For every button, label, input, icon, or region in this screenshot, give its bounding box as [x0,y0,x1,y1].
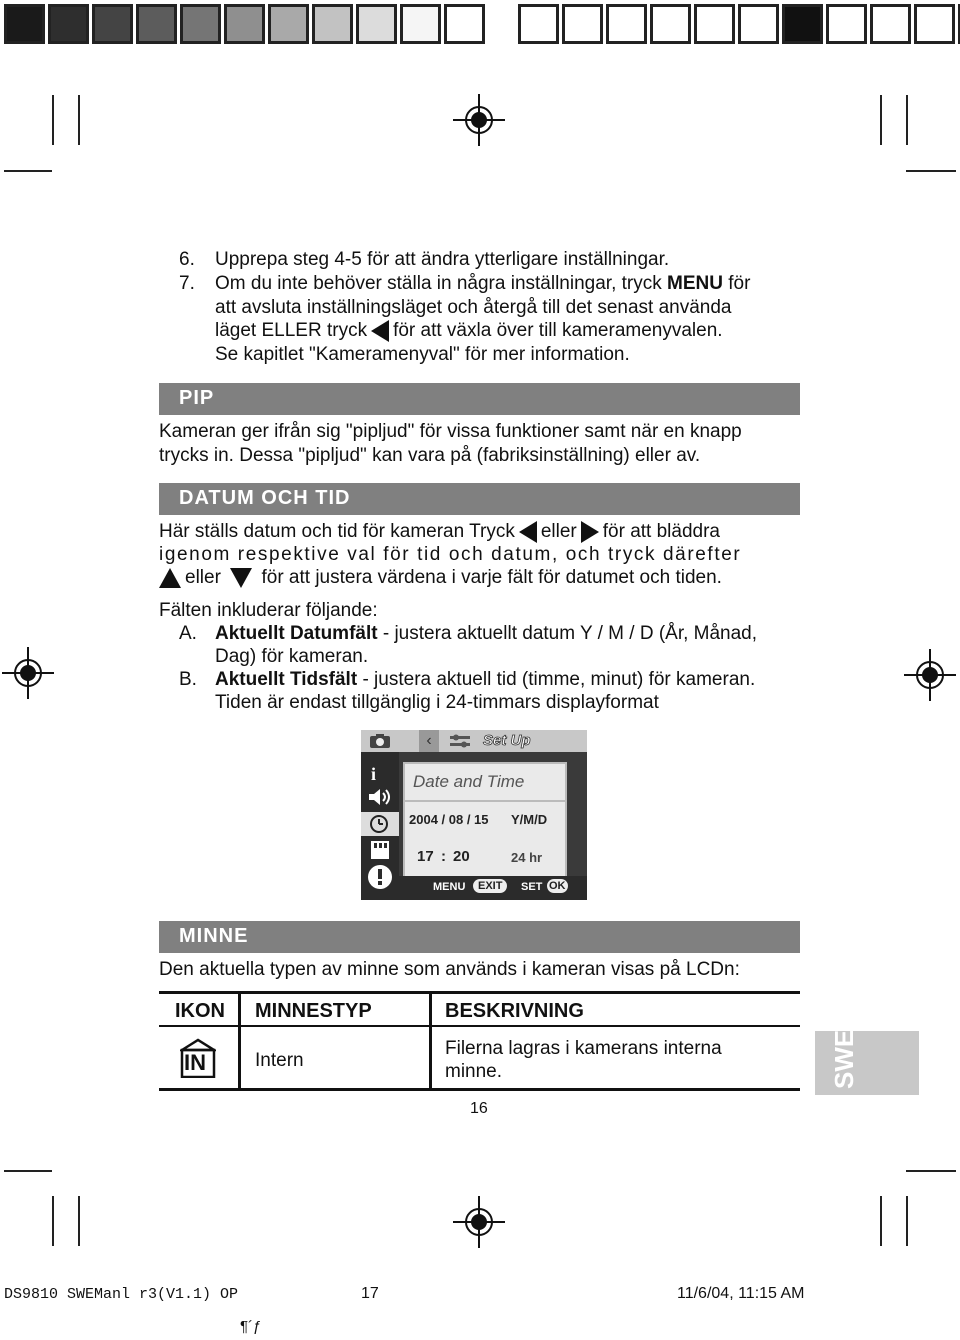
section-heading-bar [159,383,800,415]
table-header: MINNESTYP [255,1000,372,1022]
registration-mark-icon [904,649,956,701]
table-header: IKON [175,1000,225,1022]
date-format: Y/M/D [511,812,548,827]
memory-type-cell: Intern [255,1050,304,1071]
chevron-left-icon: ‹ [419,730,439,752]
registration-mark-icon [453,94,505,146]
list-letter: B. [179,669,197,690]
description-cell: Filerna lagras i kamerans interna [445,1038,722,1059]
footer-filename: DS9810 SWEManl r3(V1.1) OP [4,1286,239,1303]
paragraph-line: Kameran ger ifrån sig "pipljud" för vissa funktioner samt när en knapp [159,421,742,442]
footer-date: 11/6/04, 11:15 AM [677,1285,805,1302]
section-heading: MINNE [179,925,249,947]
color-calibration-strip [518,4,960,44]
paragraph-line: trycks in. Dessa "pipljud" kan vara på (fabriksinställning) eller av. [159,445,701,466]
time-minute: 20 [453,848,470,865]
grayscale-calibration-strip [4,4,488,44]
lcd-menu-title: Set Up [483,732,531,749]
exit-button-label: EXIT [473,879,507,893]
list-item-text: Se kapitlet "Kameramenyval" för mer information. [215,344,630,365]
list-item-text: att avsluta inställningsläget och återgå till det senast använda [215,297,732,318]
side-tab-label: SWE [829,1029,859,1089]
list-letter: A. [179,623,197,644]
crop-mark [4,170,52,172]
section-heading-bar [159,921,800,953]
setup-tools-icon [449,733,471,749]
paragraph-line: Här ställs datum och tid för kameran Tryck eller för att bläddra [159,521,720,542]
menu-label: MENU [433,881,466,893]
table-header: BESKRIVNING [445,1000,584,1022]
lcd-button-bar [399,876,587,900]
clock-icon [369,814,389,834]
list-number: 7. [179,273,195,294]
date-value: 2004 / 08 / 15 [409,812,489,827]
crop-mark [52,1196,54,1246]
section-heading: DATUM OCH TID [179,487,351,509]
date-time-panel [403,762,567,878]
ok-button-label: OK [549,880,566,892]
selected-menu-highlight [361,812,399,836]
warning-icon [367,864,393,890]
registration-mark-icon [2,647,54,699]
right-arrow-icon [581,521,599,543]
field-description: Aktuellt Datumfält - justera aktuellt datum Y / M / D (År, Månad, [215,623,758,644]
list-item-text: Om du inte behöver ställa in några inställningar, tryck MENU för [215,273,751,294]
crop-mark [906,1196,908,1246]
field-description: Aktuellt Tidsfält - justera aktuell tid (timme, minut) för kameran. [215,669,756,690]
crop-mark [52,95,54,145]
info-icon: i [371,764,377,784]
crop-mark [906,170,956,172]
time-format: 24 hr [511,850,543,865]
internal-memory-icon [180,1038,216,1078]
camera-lcd-screenshot [361,730,587,900]
crop-mark [78,1196,80,1246]
list-number: 6. [179,249,195,270]
page-number: 16 [470,1100,488,1117]
speaker-icon [367,788,393,806]
crop-mark [880,1196,882,1246]
paragraph-line: Den aktuella typen av minne som används i kameran visas på LCDn: [159,959,740,980]
field-description: Dag) för kameran. [215,646,369,667]
crop-mark [4,1170,52,1172]
left-arrow-icon [519,521,537,543]
panel-title: Date and Time [413,772,525,791]
paragraph-line: igenom respektive val för tid och datum, och tryck därefter [159,544,742,565]
memory-card-icon [369,840,391,860]
lcd-menu-bar [361,730,587,752]
crop-mark [78,95,80,145]
camera-icon [369,733,391,749]
set-label: SET [521,881,543,893]
up-arrow-icon [159,568,181,588]
crop-mark [906,1170,956,1172]
list-item-text: Upprepa steg 4-5 för att ändra ytterligare inställningar. [215,249,670,270]
footer-page: 17 [361,1285,379,1302]
description-cell: minne. [445,1061,503,1082]
language-side-tab [815,1031,919,1095]
footer-mark: ¶´ƒ [240,1318,262,1335]
crop-mark [906,95,908,145]
paragraph-line: eller för att justera värdena i varje fält för datumet och tiden. [159,566,722,589]
time-hour: 17 [417,848,434,865]
time-separator: : [441,848,446,865]
down-arrow-icon [230,568,252,588]
section-heading-bar [159,483,800,515]
memory-icon-label: IN [184,1050,206,1075]
paragraph-line: Fälten inkluderar följande: [159,600,378,621]
section-heading: PIP [179,387,215,409]
left-arrow-icon [371,320,389,342]
crop-mark [880,95,882,145]
list-item-text: läget ELLER tryck för att växla över till kameramenyvalen. [215,320,723,341]
field-description: Tiden är endast tillgänglig i 24-timmars displayformat [215,692,659,713]
lcd-icon-column [361,752,399,900]
registration-mark-icon [453,1196,505,1248]
